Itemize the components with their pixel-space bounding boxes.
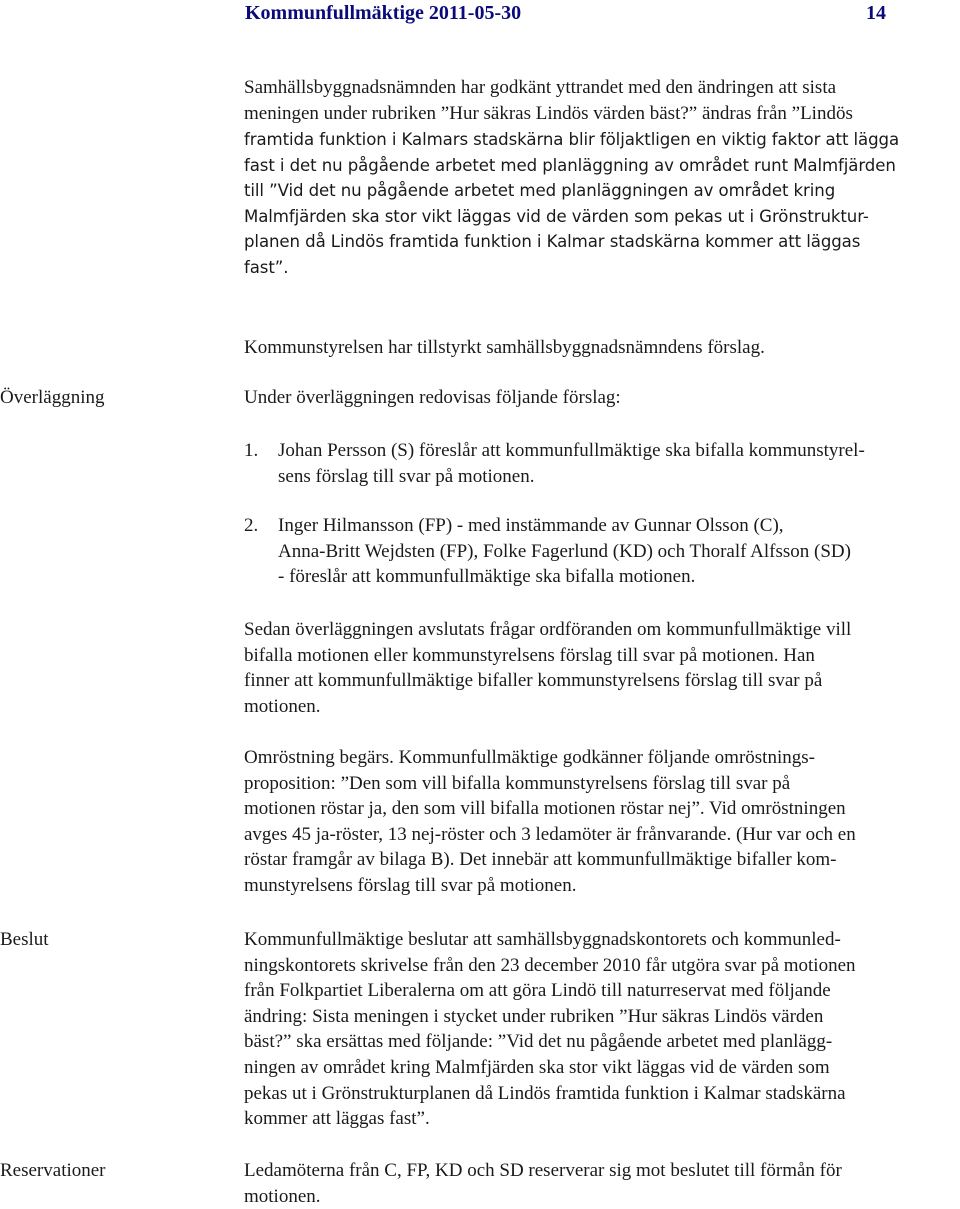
list-item-text: Johan Persson (S) föreslår att kommunfullmäktige ska bifalla kommunstyrel- sens förslag till svar på motionen. — [278, 440, 865, 487]
paragraph-decision: Kommunfullmäktige beslutar att samhällsbyggnadskontorets och kommunled- ningskontorets skrivelse från den 23 december 2010 får utgöra svar på motionen från Folkpartiet Liberalerna om att göra Lindö till naturreservat med följande ändring: Sista meningen i stycket under rubriken ”Hur säkras Lindös värden bäst?” ska ersättas med följande: ”Vid det nu pågående arbetet med planlägg- ningen av området kring Malmfjärden ska stor vikt läggas vid de värden som pekas ut i Grönstrukturplanen då Lindös framtida funktion i Kalmar stadskärna kommer att läggas fast”. — [244, 929, 856, 1130]
margin-label-overlaggning: Överläggning — [0, 387, 105, 408]
page-header — [0, 0, 960, 30]
paragraph-chair-question: Sedan överläggningen avslutats frågar ordföranden om kommunfullmäktige vill bifalla motionen eller kommunstyrelsens förslag till svar på motionen. Han finner att kommunfullmäktige bifaller kommunstyrelsens förslag till svar på motionen. — [244, 619, 852, 717]
paragraph-proposals-intro: Under överläggningen redovisas följande förslag: — [244, 387, 621, 408]
paragraph-opinion-intro: Samhällsbyggnadsnämnden har godkänt yttrandet med den ändringen att sista meningen under rubriken ”Hur säkras Lindös värden bäst?” ändras från ”Lindös — [244, 77, 853, 124]
list-item-number: 2. — [244, 515, 259, 536]
paragraph-reservations: Ledamöterna från C, FP, KD och SD reserverar sig mot beslutet till förmån för motionen. — [244, 1160, 842, 1207]
paragraph-vote: Omröstning begärs. Kommunfullmäktige godkänner följande omröstnings- proposition: ”Den som vill bifalla kommunstyrelsens förslag till svar på motionen röstar ja, den som vill bifalla motionen röstar nej”. Vid omröstningen avges 45 ja-röster, 13 nej-röster och 3 ledamöter är frånvarande. (Hur var och en röstar framgår av bilaga B). Det innebär att kommunfullmäktige bifaller kom- munstyrelsens förslag till svar på motionen. — [244, 747, 856, 896]
page-number: 14 — [866, 2, 886, 24]
list-item-number: 1. — [244, 440, 259, 461]
paragraph-recommendation: Kommunstyrelsen har tillstyrkt samhällsbyggnadsnämndens förslag. — [244, 337, 765, 358]
document-title: Kommunfullmäktige 2011-05-30 — [245, 2, 522, 24]
list-item-text: Inger Hilmansson (FP) - med instämmande av Gunnar Olsson (C), Anna-Britt Wejdsten (FP), Folke Fagerlund (KD) och Thoralf Alfsson (SD) - föreslår att kommunfullmäktige ska bifalla motionen. — [278, 515, 851, 588]
paragraph-opinion-quote: framtida funktion i Kalmars stadskärna blir följaktligen en viktig faktor att lägga fast i det nu pågående arbetet med planläggning av området runt Malmfjärden till ”Vid det nu pågående arbetet med planläggningen av området kring Malmfjärden ska stor vikt läggas vid de värden som pekas ut i Grönstruktur- planen då Lindös framtida funktion i Kalmar stadskärna kommer att läggas fast”. — [244, 130, 900, 277]
margin-label-beslut: Beslut — [0, 929, 49, 950]
margin-label-reservationer: Reservationer — [0, 1160, 106, 1181]
